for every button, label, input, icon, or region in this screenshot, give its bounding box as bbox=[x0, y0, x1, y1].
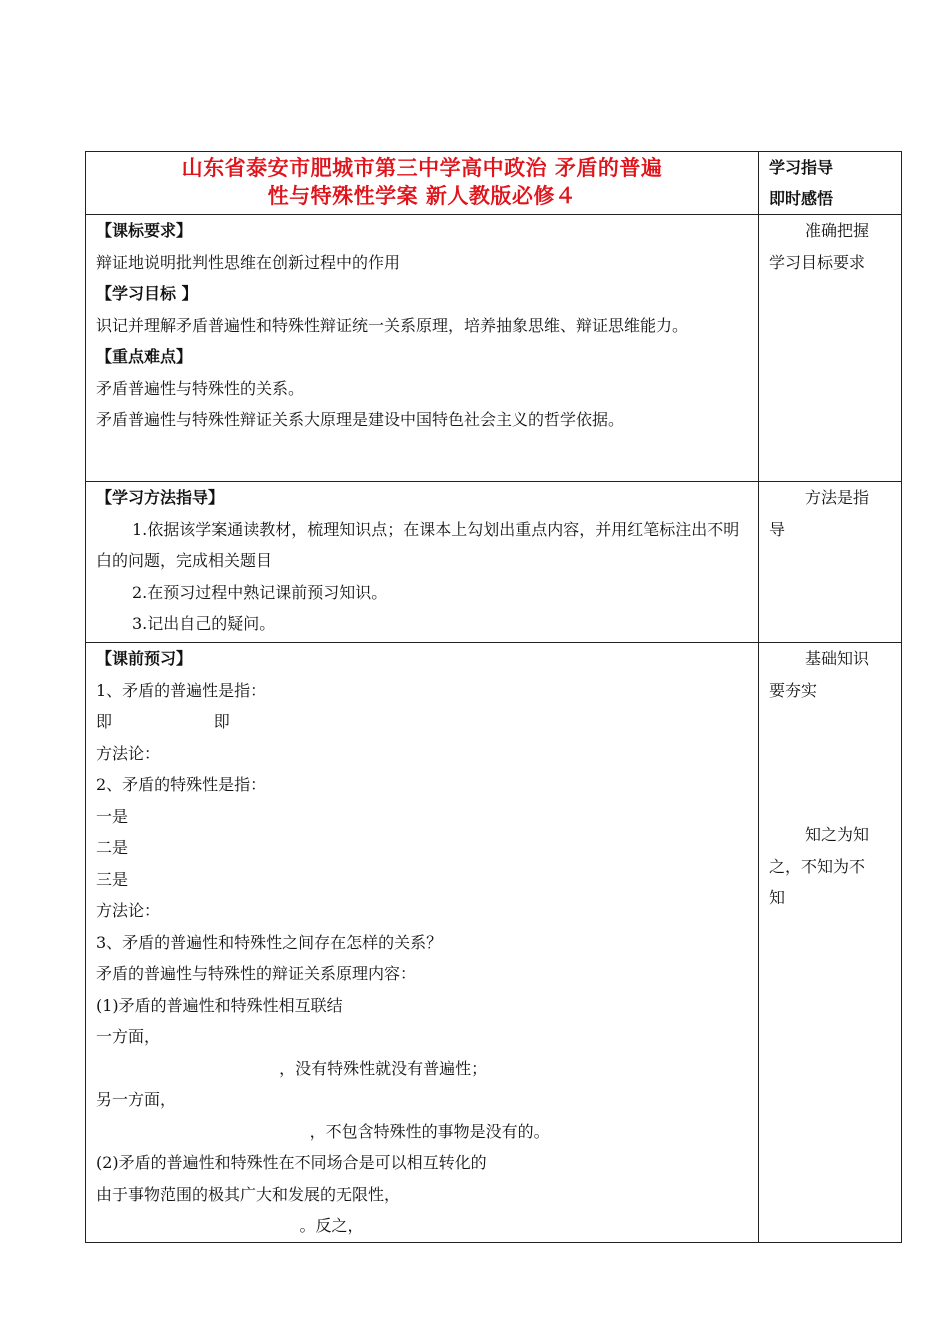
side-note-spacer bbox=[769, 706, 891, 819]
goals-heading: 【学习目标 】 bbox=[96, 284, 198, 303]
side-note-cell-3 bbox=[759, 643, 902, 1243]
side-note-1-line-1: 准确把握 bbox=[805, 221, 870, 240]
study-plan-table bbox=[85, 151, 902, 1243]
preview-line: 3、矛盾的普遍性和特殊性之间存在怎样的关系？ bbox=[96, 932, 443, 952]
methods-item-3: 3.记出自己的疑问。 bbox=[132, 614, 276, 633]
preview-line: 。反之， bbox=[96, 1216, 364, 1235]
title-line-2: 性与特殊性学案 新人教版必修４ bbox=[267, 184, 577, 208]
title-line-1: 山东省泰安市肥城市第三中学高中政治 矛盾的普遍 bbox=[181, 156, 663, 180]
preview-cell bbox=[86, 643, 759, 1243]
key-points-line-2: 矛盾普遍性与特殊性辩证关系大原理是建设中国特色社会主义的哲学依据。 bbox=[96, 410, 625, 429]
side-note-2-line-1: 方法是指 bbox=[805, 488, 870, 507]
preview-line: 另一方面， bbox=[96, 1090, 177, 1109]
preview-line: (1)矛盾的普遍性和特殊性相互联结 bbox=[96, 995, 343, 1015]
goals-text: 识记并理解矛盾普遍性和特殊性辩证统一关系原理，培养抽象思维、辩证思维能力。 bbox=[96, 315, 689, 335]
preview-line: (2)矛盾的普遍性和特殊性在不同场合是可以相互转化的 bbox=[96, 1153, 487, 1172]
side-note-1-line-2: 学习目标要求 bbox=[769, 252, 866, 272]
preview-line: 一是 bbox=[96, 806, 129, 826]
preview-line: 一方面， bbox=[96, 1027, 161, 1046]
side-note-4-line-1: 知之为知 bbox=[805, 825, 870, 844]
side-note-3-line-2: 要夯实 bbox=[769, 680, 818, 700]
document-title bbox=[86, 152, 758, 210]
preview-line: 矛盾的普遍性与特殊性的辩证关系原理内容： bbox=[96, 964, 417, 983]
preview-line: 方法论： bbox=[96, 743, 161, 763]
side-note-cell-1 bbox=[759, 215, 902, 482]
side-note-2-line-2: 导 bbox=[769, 519, 786, 539]
preview-line: ，不包含特殊性的事物是没有的。 bbox=[96, 1121, 550, 1141]
methods-cell bbox=[86, 482, 759, 643]
key-points-line-1: 矛盾普遍性与特殊性的关系。 bbox=[96, 378, 305, 398]
side-header-line-2: 即时感悟 bbox=[769, 189, 834, 208]
requirements-text: 辩证地说明批判性思维在创新过程中的作用 bbox=[96, 252, 401, 272]
side-header-cell bbox=[759, 152, 902, 215]
side-note-3-line-1: 基础知识 bbox=[805, 649, 870, 668]
preview-line: ，没有特殊性就没有普遍性； bbox=[96, 1058, 488, 1078]
side-note-cell-2 bbox=[759, 482, 902, 643]
preview-line: 方法论： bbox=[96, 901, 161, 920]
preview-heading: 【课前预习】 bbox=[96, 649, 193, 668]
preview-line: 三是 bbox=[96, 869, 129, 889]
title-cell bbox=[86, 152, 759, 215]
methods-item-1: 1.依据该学案通读教材，梳理知识点；在课本上勾划出重点内容，并用红笔标注出不明白的问题，完成相关题目 bbox=[96, 519, 740, 570]
side-header-line-1: 学习指导 bbox=[769, 158, 834, 177]
preview-line: 2、矛盾的特殊性是指： bbox=[96, 775, 267, 794]
objectives-cell bbox=[86, 215, 759, 482]
preview-line: 1、矛盾的普遍性是指： bbox=[96, 680, 267, 700]
requirements-heading: 【课标要求】 bbox=[96, 221, 193, 240]
preview-line: 二是 bbox=[96, 838, 129, 857]
key-points-heading: 【重点难点】 bbox=[96, 347, 193, 366]
methods-heading: 【学习方法指导】 bbox=[96, 488, 225, 507]
side-note-4-line-3: 知 bbox=[769, 888, 786, 907]
preview-line: 即 即 bbox=[96, 712, 230, 731]
methods-item-2: 2.在预习过程中熟记课前预习知识。 bbox=[132, 582, 388, 602]
preview-line: 由于事物范围的极其广大和发展的无限性， bbox=[96, 1184, 401, 1204]
side-note-4-line-2: 之，不知为不 bbox=[769, 856, 866, 876]
